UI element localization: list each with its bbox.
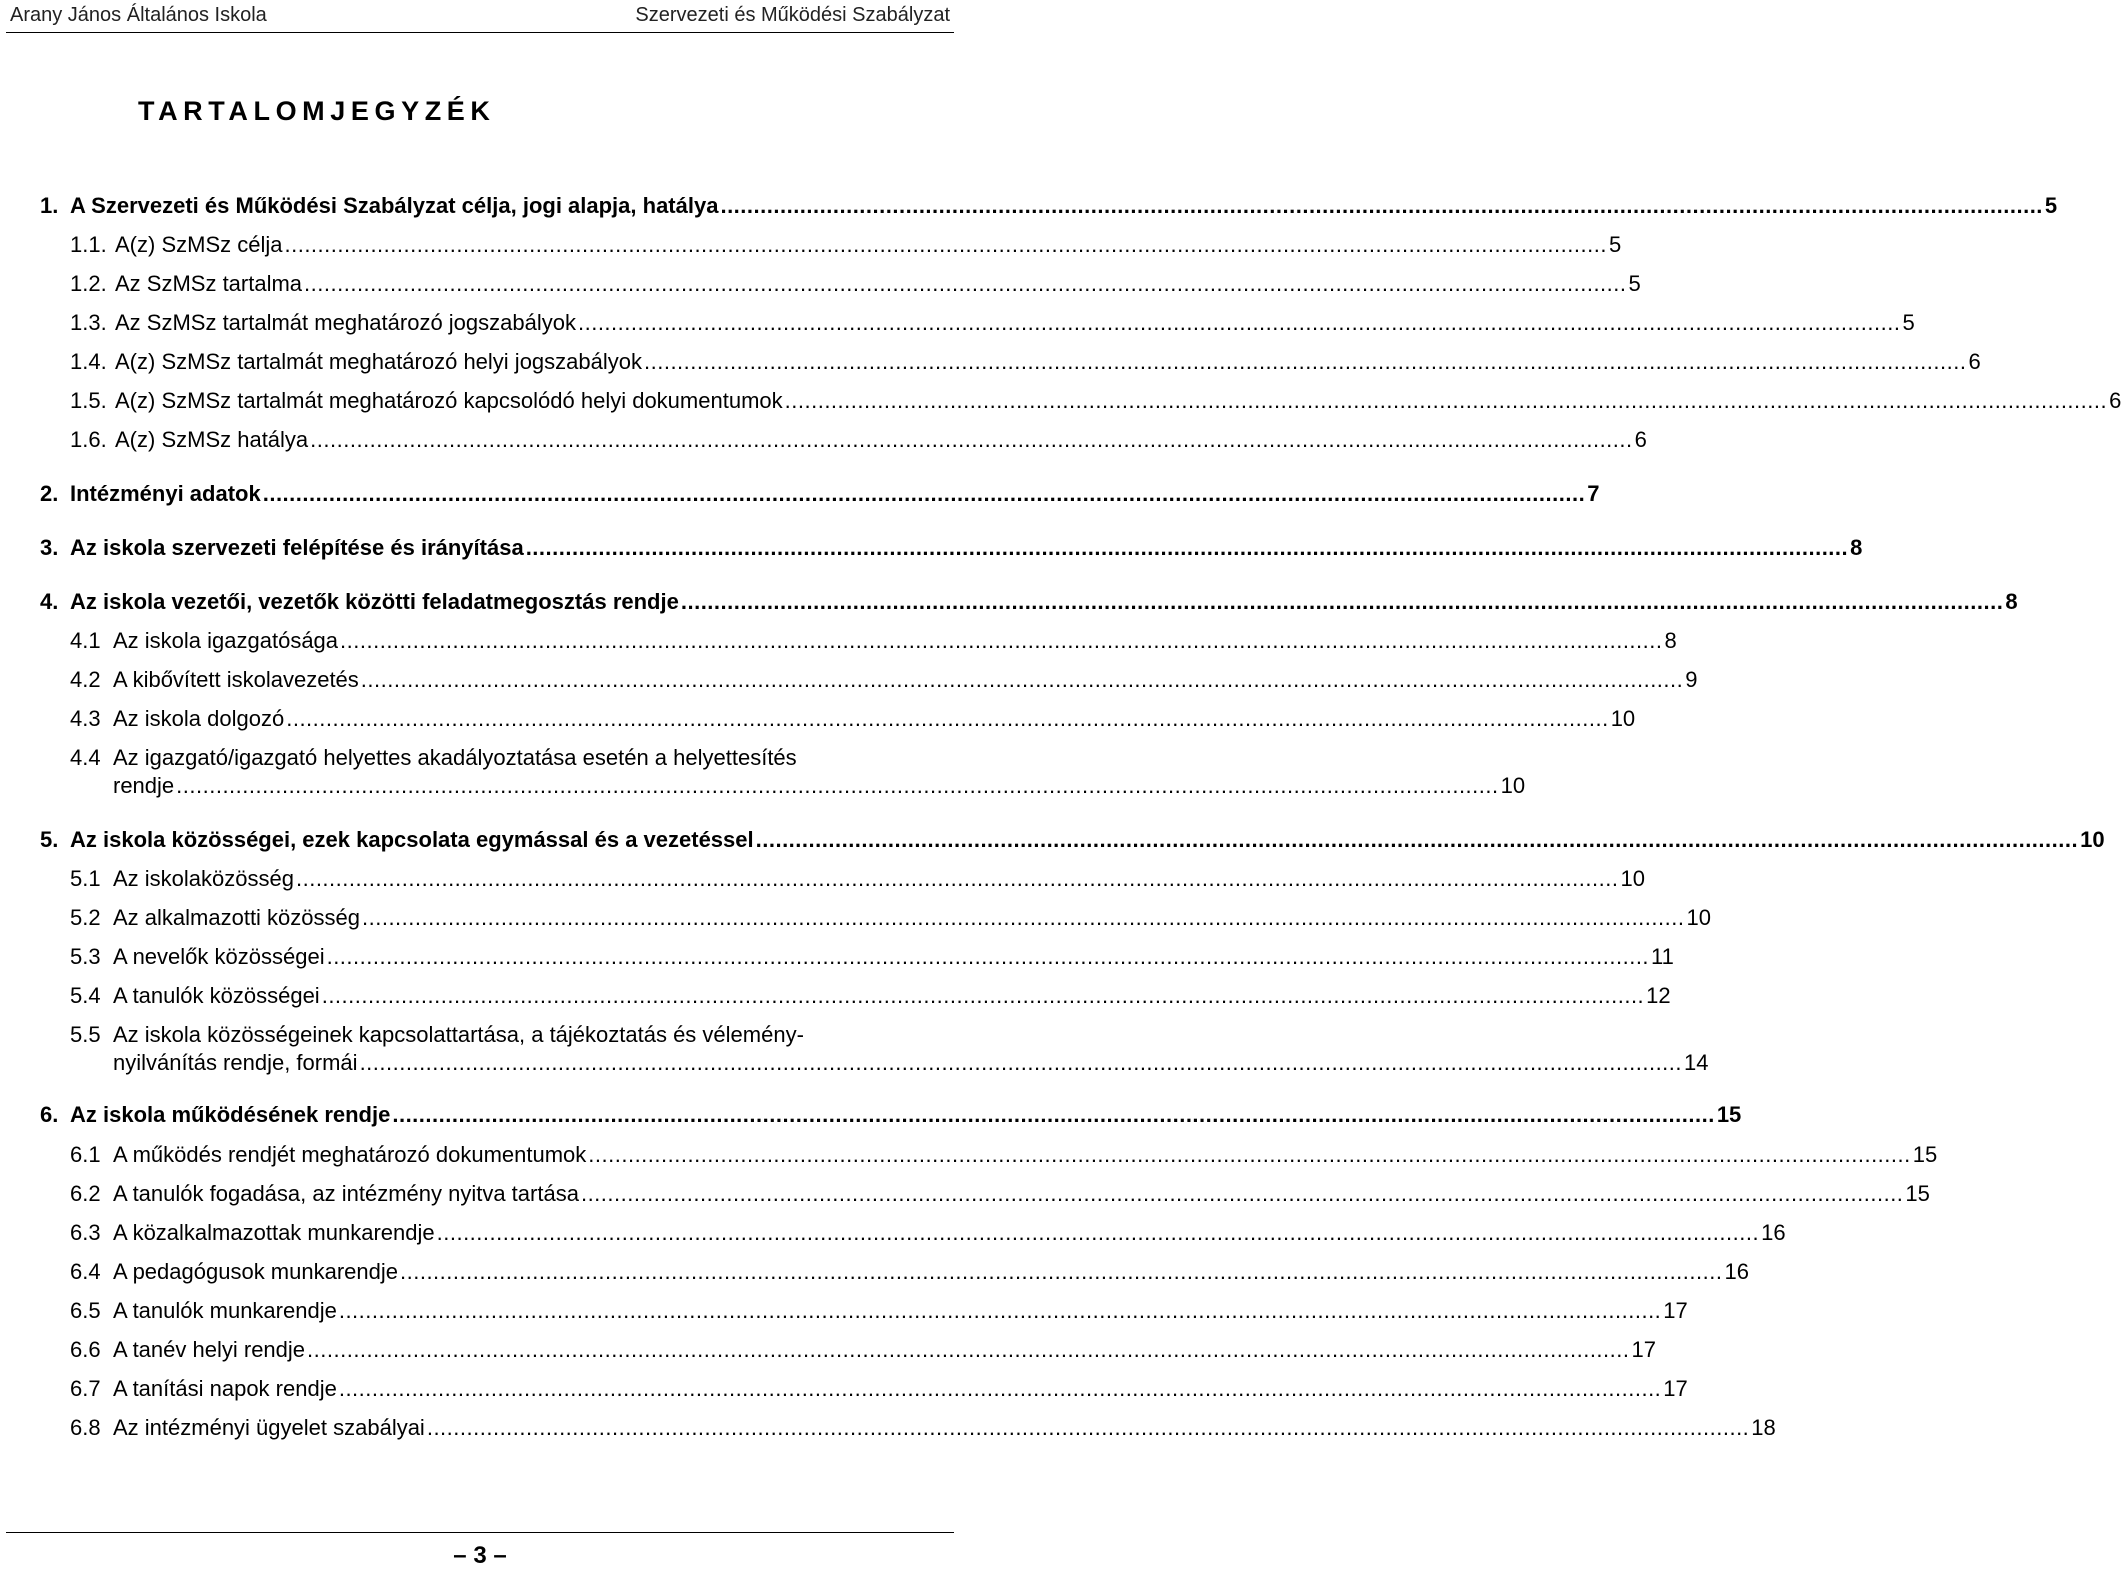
toc-entry[interactable] (0, 1142, 1938, 1170)
toc-dot-leader: ........................................................................................................................................................................................................ (644, 349, 1967, 374)
toc-dot-leader: ........................................................................................................................................................................................................ (720, 193, 2043, 218)
toc-dot-leader: ........................................................................................................................................................................................................ (286, 706, 1609, 731)
toc-entry-title: Az iskolaközösség (113, 866, 294, 891)
toc-entry[interactable] (0, 310, 1915, 338)
toc-entry[interactable] (0, 1298, 1688, 1326)
toc-entry-number: 5. (40, 827, 59, 852)
toc-entry-number: 6.4 (70, 1259, 101, 1284)
toc-entry-title: Az iskola dolgozó (113, 706, 285, 731)
header-divider (6, 32, 954, 33)
toc-entry[interactable] (0, 1220, 1786, 1248)
toc-entry-title: Az SzMSz tartalmát meghatározó jogszabályok (115, 310, 576, 335)
toc-entry-title: Az SzMSz tartalma (115, 271, 303, 296)
toc-entry[interactable] (0, 1415, 1776, 1443)
toc-entry[interactable] (0, 481, 1600, 509)
toc-dot-leader: ........................................................................................................................................................................................................ (176, 773, 1499, 798)
toc-entry[interactable] (0, 427, 1647, 455)
toc-entry[interactable] (0, 535, 1863, 563)
toc-dot-leader: ........................................................................................................................................................................................................ (338, 1298, 1662, 1323)
toc-entry[interactable] (0, 866, 1645, 894)
toc-dot-leader: ........................................................................................................................................................................................................ (588, 1142, 1911, 1167)
toc-entry[interactable] (0, 905, 1711, 933)
toc-entry[interactable] (0, 983, 1671, 1011)
toc-dot-leader: ........................................................................................................................................................................................................ (400, 1259, 1723, 1284)
toc-entry-page-number: 8 (1850, 535, 1863, 560)
toc-entry-page-number: 9 (1685, 667, 1698, 692)
toc-entry[interactable] (0, 1102, 1742, 1130)
footer-divider (6, 1532, 954, 1533)
toc-entry-title: Az iskola szervezeti felépítése és irányítása (70, 535, 524, 560)
toc-entry-page-number: 18 (1751, 1415, 1776, 1440)
toc-dot-leader: ........................................................................................................................................................................................................ (360, 667, 1684, 692)
toc-entry-title: A(z) SzMSz hatálya (115, 427, 309, 452)
toc-dot-leader: ........................................................................................................................................................................................................ (755, 827, 2079, 852)
toc-dot-leader: ........................................................................................................................................................................................................ (340, 628, 1663, 653)
toc-entry-number: 6.3 (70, 1220, 101, 1245)
toc-entry-page-number: 10 (2080, 827, 2105, 852)
toc-entry-number: 3. (40, 535, 59, 560)
toc-entry-page-number: 6 (1634, 427, 1647, 452)
toc-entry-title: Az iskola közösségei, ezek kapcsolata egymással és a vezetéssel (70, 827, 754, 852)
toc-entry-page-number: 15 (1912, 1142, 1938, 1167)
toc-entry-number: 1.3. (70, 310, 107, 335)
toc-entry-number: 5.2 (70, 905, 101, 930)
toc-entry[interactable] (0, 1259, 1749, 1287)
toc-entry-page-number: 16 (1724, 1259, 1749, 1284)
toc-entry-page-number: 15 (1716, 1102, 1742, 1127)
toc-entry-title: Az intézményi ügyelet szabályai (113, 1415, 425, 1440)
toc-entry-title-line: Az iskola közösségeinek kapcsolattartása, a tájékoztatás és vélemény- (113, 1022, 804, 1047)
toc-entry-number: 5.5 (70, 1022, 101, 1047)
toc-entry-page-number: 6 (2109, 388, 2121, 413)
toc-entry-page-number: 15 (1905, 1181, 1930, 1206)
toc-entry-page-number: 12 (1646, 983, 1671, 1008)
toc-entry-number: 1.4. (70, 349, 107, 374)
toc-entry-title: A tanulók közösségei (113, 983, 320, 1008)
toc-dot-leader: ........................................................................................................................................................................................................ (295, 866, 1619, 891)
toc-entry-title: A(z) SzMSz tartalmát meghatározó kapcsolódó helyi dokumentumok (115, 388, 783, 413)
toc-entry-title: Az iskola vezetői, vezetők közötti feladatmegosztás rendje (70, 589, 679, 614)
toc-entry-number: 5.3 (70, 944, 101, 969)
toc-entry-number: 6.2 (70, 1181, 101, 1206)
toc-entry-number: 6.5 (70, 1298, 101, 1323)
page-number: – 3 – (453, 1542, 507, 1569)
toc-entry-title: rendje (113, 773, 175, 798)
toc-entry[interactable] (0, 388, 2121, 416)
toc-dot-leader: ........................................................................................................................................................................................................ (262, 481, 1586, 506)
toc-entry[interactable] (0, 349, 1981, 377)
toc-entry[interactable] (0, 1376, 1688, 1404)
toc-entry-title: A(z) SzMSz célja (115, 232, 283, 257)
toc-entry[interactable] (0, 271, 1641, 299)
toc-entry-title: A Szervezeti és Működési Szabályzat célja, jogi alapja, hatálya (70, 193, 719, 218)
page-header (0, 0, 960, 30)
toc-dot-leader: ........................................................................................................................................................................................................ (525, 535, 1849, 560)
toc-entry-number: 1.1. (70, 232, 107, 257)
toc-dot-leader: ........................................................................................................................................................................................................ (784, 388, 2108, 413)
toc-entry-page-number: 17 (1663, 1298, 1688, 1323)
header-school-name: Arany János Általános Iskola (10, 4, 267, 26)
toc-dot-leader: ........................................................................................................................................................................................................ (392, 1102, 1715, 1127)
toc-entry-title: A közalkalmazottak munkarendje (113, 1220, 435, 1245)
toc-entry-page-number: 10 (1620, 866, 1645, 891)
toc-entry[interactable] (0, 193, 2058, 221)
toc-entry[interactable] (0, 827, 2105, 855)
toc-entry-page-number: 6 (1968, 349, 1981, 374)
toc-entry-page-number: 5 (2044, 193, 2058, 218)
toc-entry-title: A tanulók fogadása, az intézmény nyitva tartása (113, 1181, 579, 1206)
toc-entry-number: 5.1 (70, 866, 101, 891)
toc-entry-page-number: 8 (2005, 589, 2018, 614)
toc-dot-leader: ........................................................................................................................................................................................................ (577, 310, 1901, 335)
toc-dot-leader: ........................................................................................................................................................................................................ (307, 1337, 1630, 1362)
toc-entry-number: 4.2 (70, 667, 101, 692)
toc-dot-leader: ........................................................................................................................................................................................................ (304, 271, 1627, 296)
toc-entry-page-number: 8 (1664, 628, 1677, 653)
toc-entry-title: Az iskola működésének rendje (70, 1102, 391, 1127)
toc-entry[interactable] (0, 628, 1677, 656)
toc-entry-number: 4. (40, 589, 59, 614)
toc-entry-number: 6.7 (70, 1376, 101, 1401)
toc-dot-leader: ........................................................................................................................................................................................................ (284, 232, 1607, 257)
toc-entry[interactable] (0, 944, 1674, 972)
toc-entry-title: A működés rendjét meghatározó dokumentumok (113, 1142, 587, 1167)
toc-entry-number: 4.3 (70, 706, 101, 731)
toc-entry-title: Az iskola igazgatósága (113, 628, 339, 653)
toc-entry-title-line: Az igazgató/igazgató helyettes akadályoztatása esetén a helyettesítés (113, 745, 797, 770)
toc-entry-number: 4.4 (70, 745, 101, 770)
toc-entry-title: A tanév helyi rendje (113, 1337, 306, 1362)
toc-dot-leader: ........................................................................................................................................................................................................ (310, 427, 1633, 452)
toc-dot-leader: ........................................................................................................................................................................................................ (326, 944, 1650, 969)
toc-entry-title: A pedagógusok munkarendje (113, 1259, 398, 1284)
toc-entry[interactable] (0, 745, 1526, 801)
toc-entry[interactable] (0, 589, 2018, 617)
toc-entry-number: 6. (40, 1102, 59, 1127)
toc-dot-leader: ........................................................................................................................................................................................................ (362, 905, 1685, 930)
toc-entry[interactable] (0, 232, 1622, 260)
toc-entry-title: Az alkalmazotti közösség (113, 905, 360, 930)
toc-dot-leader: ........................................................................................................................................................................................................ (436, 1220, 1760, 1245)
toc-entry-number: 1. (40, 193, 59, 218)
toc-entry-number: 5.4 (70, 983, 101, 1008)
toc-entry-title: A tanítási napok rendje (113, 1376, 337, 1401)
toc-entry-page-number: 10 (1686, 905, 1711, 930)
toc-entry[interactable] (0, 706, 1636, 734)
toc-dot-leader: ........................................................................................................................................................................................................ (426, 1415, 1750, 1440)
toc-dot-leader: ........................................................................................................................................................................................................ (580, 1181, 1904, 1206)
toc-entry-page-number: 5 (1902, 310, 1915, 335)
toc-entry-page-number: 17 (1663, 1376, 1688, 1401)
toc-entry[interactable] (0, 667, 1698, 695)
toc-entry[interactable] (0, 1022, 1709, 1078)
toc-entry-page-number: 17 (1631, 1337, 1656, 1362)
toc-entry-title: nyilvánítás rendje, formái (113, 1050, 358, 1075)
toc-entry-number: 1.6. (70, 427, 107, 452)
toc-entry-number: 6.1 (70, 1142, 101, 1167)
toc-entry-number: 1.2. (70, 271, 107, 296)
header-document-title: Szervezeti és Működési Szabályzat (635, 4, 950, 26)
toc-entry-number: 2. (40, 481, 59, 506)
toc-dot-leader: ........................................................................................................................................................................................................ (680, 589, 2004, 614)
toc-entry-page-number: 10 (1500, 773, 1526, 798)
toc-entry-title: Intézményi adatok (70, 481, 261, 506)
toc-entry-page-number: 16 (1761, 1220, 1786, 1245)
toc-entry-title: A kibővített iskolavezetés (113, 667, 359, 692)
toc-entry-number: 4.1 (70, 628, 101, 653)
toc-entry-number: 6.6 (70, 1337, 101, 1362)
toc-entry-page-number: 5 (1608, 232, 1622, 257)
toc-entry-page-number: 5 (1628, 271, 1641, 296)
page-title: TARTALOMJEGYZÉK (138, 96, 496, 126)
toc-dot-leader: ........................................................................................................................................................................................................ (338, 1376, 1662, 1401)
toc-entry-page-number: 14 (1684, 1050, 1709, 1075)
toc-dot-leader: ........................................................................................................................................................................................................ (359, 1050, 1683, 1075)
toc-entry-title: A tanulók munkarendje (113, 1298, 337, 1323)
toc-entry[interactable] (0, 1181, 1930, 1209)
toc-entry-number: 1.5. (70, 388, 107, 413)
toc-entry-number: 6.8 (70, 1415, 101, 1440)
toc-entry[interactable] (0, 1337, 1656, 1365)
toc-entry-page-number: 10 (1610, 706, 1636, 731)
toc-entry-title: A(z) SzMSz tartalmát meghatározó helyi jogszabályok (115, 349, 642, 374)
toc-entry-page-number: 11 (1651, 944, 1674, 969)
toc-dot-leader: ........................................................................................................................................................................................................ (321, 983, 1645, 1008)
toc-entry-title: A nevelők közösségei (113, 944, 325, 969)
toc-entry-page-number: 7 (1587, 481, 1600, 506)
